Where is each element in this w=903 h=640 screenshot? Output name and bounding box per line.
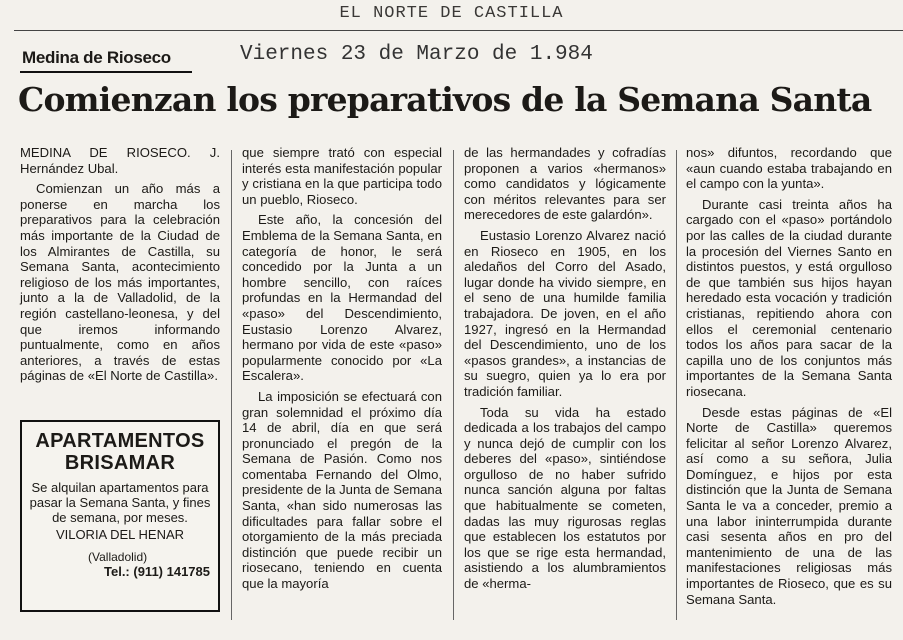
paragraph: de las hermandades y cofradías proponen a varios «hermanos» como candidatos y lógicamente con méritos relevantes para ser merecedores de este galardón». (464, 145, 666, 223)
paragraph: La imposición se efectuará con gran solemnidad el próximo día 14 de abril, día en que será pronunciado el pregón de la Semana de Pasión. Como nos comentaba Fernando del Olmo, presidente de la Junta de Semana Santa, «han sido numerosas las dificultades para fallar sobre el otorgamiento de la más preciada distinción que puede recibir un riosecano, teniendo en cuenta que la mayoría (242, 388, 442, 592)
ad-location: (Valladolid) (88, 550, 148, 564)
ad-text: Se alquilan apartamentos para pasar la Semana Santa, y fines de semana, por meses. (29, 480, 211, 525)
paragraph: Desde estas páginas de «El Norte de Castilla» queremos felicitar al señor Lorenzo Alvarez, así como a su señora, Julia Domínguez, e hijos por esta distinción que la Junta de Semana Santa le va a conceder, premio a una labor ininterrumpida durante casi sesenta años en pro del mantenimiento de una de las manifestaciones religiosas más importantes de Rioseco, que es su Semana Santa. (686, 404, 892, 607)
byline: MEDINA DE RIOSECO. J. Hernández Ubal. (20, 145, 220, 176)
paragraph: Eustasio Lorenzo Alvarez nació en Rioseco en 1905, en los aledaños del Corro del Asado, lugar donde ha vivido siempre, en el seno de una humilde familia trabajadora. De joven, en el año 1927, ingresó en la Hermandad del Descendimiento, uno de los «pasos grandes», a instancias de su suegro, quien ya lo era por tradición familiar. (464, 227, 666, 399)
section-underline (20, 71, 192, 73)
advertisement-box (20, 420, 220, 612)
column-divider (676, 150, 677, 620)
article-column-4 (686, 145, 892, 612)
article-headline: Comienzan los preparativos de la Semana Santa (18, 80, 872, 119)
newspaper-masthead: EL NORTE DE CASTILLA (339, 4, 564, 23)
column-divider (453, 150, 454, 620)
paragraph: Este año, la concesión del Emblema de la Semana Santa, en categoría de honor, le será concedido por la Junta a un hombre sencillo, con raíces profundas en la Hermandad del «paso» del Descendimiento, Eustasio Lorenzo Alvarez, hermano por vida de este «paso» popularmente conocido por «La Escalera». (242, 212, 442, 384)
section-label: Medina de Rioseco (22, 48, 171, 67)
paragraph: que siempre trató con especial interés esta manifestación popular y cristiana en la que participa todo un pueblo, Rioseco. (242, 145, 442, 207)
paragraph: nos» difuntos, recordando que «aun cuando estaba trabajando en el campo con la yunta». (686, 145, 892, 192)
ad-phone: Tel.: (911) 141785 (104, 564, 210, 579)
ad-title-line-2: BRISAMAR (64, 452, 176, 474)
article-column-3 (464, 145, 666, 597)
dateline: Viernes 23 de Marzo de 1.984 (240, 43, 593, 66)
paragraph: Comienzan un año más a ponerse en marcha los preparativos para la celebración más importante de la Ciudad de los Almirantes de Castilla, su Semana Santa, acontecimiento religioso de los más importantes, junto a la de Valladolid, de la región castellano-leonesa, y del que iremos informando puntualmente, como en años anteriores, a través de estas páginas de «El Norte de Castilla». (20, 181, 220, 384)
ad-title-line-1: APARTAMENTOS (35, 430, 205, 452)
top-rule (14, 30, 903, 31)
paragraph: Toda su vida ha estado dedicada a los trabajos del campo y nunca dejó de cumplir con los deberes del «paso», sintiéndose orgulloso de no haber sufrido nunca sanción alguna por faltas que habitualmente se cometen, dadas las muy rigurosas reglas que establecen los estatutos por los que se rige esta hermandad, asistiendo a los alumbramientos de «herma- (464, 404, 666, 592)
article-column-1 (20, 145, 220, 389)
column-divider (231, 150, 232, 620)
paragraph: Durante casi treinta años ha cargado con el «paso» portándolo por las calles de la ciudad durante la procesión del Viernes Santo en distintos puestos, y está orgulloso de que también sus hijos hayan heredado esta vocación y tradición cristianas, repitiendo ahora con ellos el ceremonial centenario todos los años para sacar de la capilla uno de los conjuntos más importantes de la Semana Santa riosecana. (686, 196, 892, 399)
ad-business-name: VILORIA DEL HENAR (55, 527, 185, 542)
article-column-2 (242, 145, 442, 597)
